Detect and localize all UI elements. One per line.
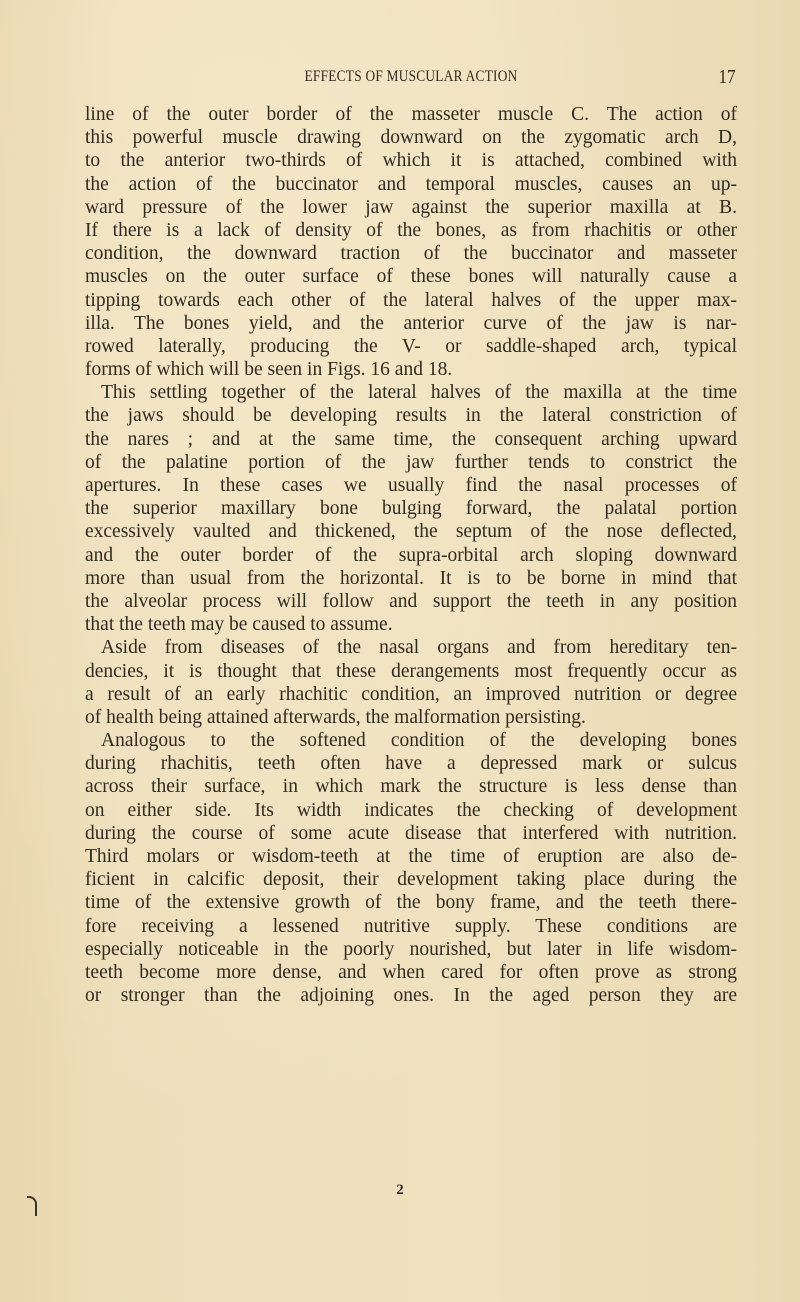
text-line: muscles on the outer surface of these bones will naturally cause a: [85, 266, 737, 288]
text-line: forms of which will be seen in Figs. 16 and 18.: [85, 359, 453, 381]
text-line: Analogous to the softened condition of the developing bones: [101, 730, 737, 752]
text-line: on either side. Its width indicates the checking of development: [85, 799, 737, 821]
text-line: time of the extensive growth of the bony frame, and the teeth there-: [85, 892, 737, 914]
text-line: Aside from diseases of the nasal organs and from hereditary ten-: [101, 637, 737, 659]
text-line: apertures. In these cases we usually find the nasal processes of: [85, 475, 737, 496]
text-line: more than usual from the horizontal. It is to be borne in mind that: [85, 567, 737, 589]
corner-mark-icon: [27, 1196, 37, 1216]
text-line: during rhachitis, teeth often have a depressed mark or sulcus: [85, 753, 737, 775]
text-line: the alveolar process will follow and support the teeth in any position: [85, 590, 737, 612]
text-line: the action of the buccinator and temporal muscles, causes an up-: [85, 173, 737, 195]
text-line: fore receiving a lessened nutritive supply. These conditions are: [85, 915, 737, 937]
text-line: that the teeth may be caused to assume.: [85, 614, 393, 636]
text-line: across their surface, in which mark the structure is less dense than: [85, 776, 737, 798]
text-line: Third molars or wisdom-teeth at the time of eruption are also de-: [85, 846, 737, 867]
text-line: especially noticeable in the poorly nourished, but later in life wisdom-: [85, 938, 737, 960]
text-line: the nares ; and at the same time, the consequent arching upward: [85, 428, 737, 450]
text-line: ward pressure of the lower jaw against the superior maxilla at B.: [85, 196, 737, 218]
text-line: If there is a lack of density of the bones, as from rhachitis or other: [85, 219, 737, 241]
text-line: and the outer border of the supra-orbital arch sloping downward: [85, 544, 737, 566]
signature-mark: 2: [396, 1182, 404, 1198]
text-line: of health being attained afterwards, the malformation persisting.: [85, 706, 586, 728]
text-line: or stronger than the adjoining ones. In the aged person they are: [85, 985, 737, 1007]
text-line: during the course of some acute disease that interfered with nutrition.: [85, 822, 737, 844]
text-line: a result of an early rhachitic condition, an improved nutrition or degree: [85, 683, 737, 705]
running-head: [85, 64, 737, 88]
text-line: condition, the downward traction of the buccinator and masseter: [85, 243, 737, 265]
text-line: This settling together of the lateral halves of the maxilla at the time: [101, 382, 737, 404]
text-line: excessively vaulted and thickened, the septum of the nose deflected,: [85, 521, 737, 543]
text-line: to the anterior two-thirds of which it is attached, combined with: [85, 150, 737, 172]
text-line: teeth become more dense, and when cared for often prove as strong: [85, 961, 737, 983]
text-line: the jaws should be developing results in the lateral constriction of: [85, 405, 737, 427]
text-line: illa. The bones yield, and the anterior curve of the jaw is nar-: [85, 312, 737, 334]
body-text: [85, 103, 737, 1007]
page-number: 17: [718, 66, 736, 88]
text-line: this powerful muscle drawing downward on the zygomatic arch D,: [85, 127, 737, 149]
text-line: rowed laterally, producing the V- or saddle-shaped arch, typical: [85, 335, 737, 357]
text-line: tipping towards each other of the lateral halves of the upper max-: [85, 289, 737, 311]
text-line: ficient in calcific deposit, their development taking place during the: [85, 869, 737, 891]
running-title: EFFECTS OF MUSCULAR ACTION: [304, 68, 518, 85]
text-line: the superior maxillary bone bulging forward, the palatal portion: [85, 498, 737, 520]
text-line: line of the outer border of the masseter muscle C. The action of: [85, 104, 737, 125]
text-line: of the palatine portion of the jaw further tends to constrict the: [85, 451, 737, 473]
text-line: dencies, it is thought that these derangements most frequently occur as: [85, 660, 737, 682]
